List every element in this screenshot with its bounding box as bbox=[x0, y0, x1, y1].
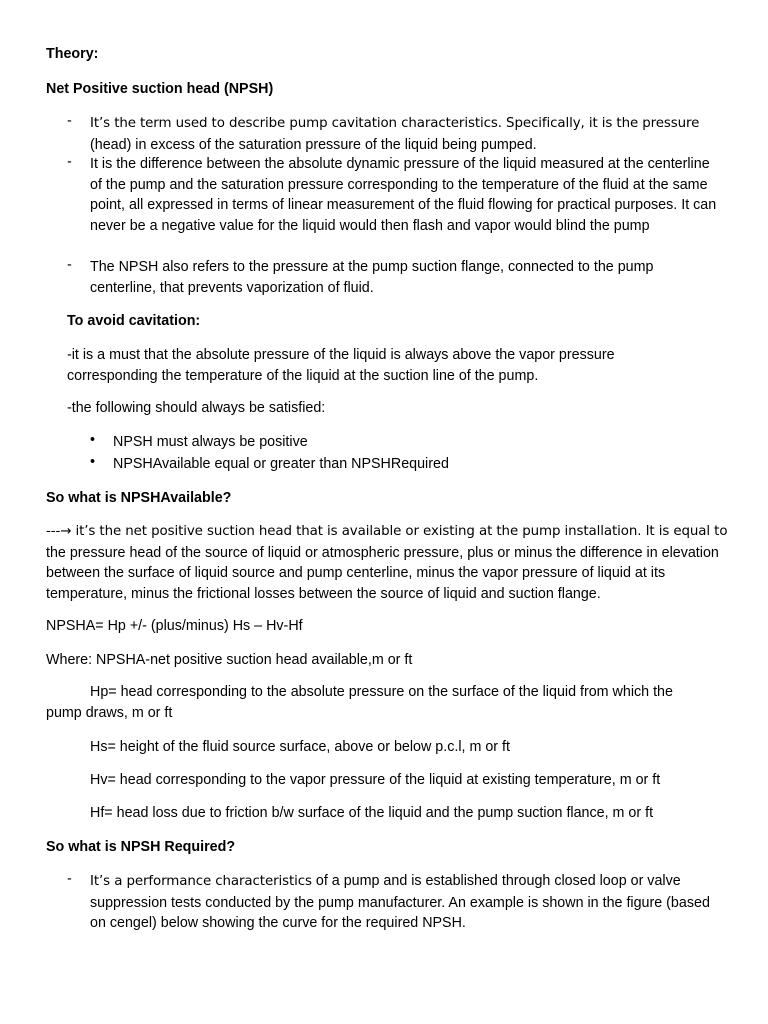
where-line: Where: NPSHA-net positive suction head available,m or ft bbox=[46, 652, 413, 668]
dash-marker bbox=[67, 257, 72, 273]
available-rest: the pressure head of the source of liquid or atmospheric pressure, plus or minus the difference in elevation between the surface of liquid source and pump centerline, minus the vapor pressure of liquid at its temperature, minus the frictional losses between the source of liquid and suction flange. bbox=[46, 544, 719, 602]
dash-marker bbox=[67, 113, 72, 129]
dash-marker bbox=[67, 871, 72, 887]
hp-rest: pump draws, m or ft bbox=[46, 704, 173, 721]
hv-definition: Hv= head corresponding to the vapor pressure of the liquid at existing temperature, m or ft bbox=[90, 772, 661, 788]
avoid-paragraph-2: -the following should always be satisfied: bbox=[67, 400, 326, 416]
npsh-item-2: It is the difference between the absolute dynamic pressure of the liquid measured at the centerline of the pump and the saturation pressure corresponding to the temperature of the fluid at the same point, all expressed in terms of linear measurement of the fluid flowing for practical purposes. It can never be a negative value for the liquid would then flash and vapor would blind the pump bbox=[90, 156, 717, 234]
bullet-marker bbox=[90, 432, 95, 448]
available-lead: ---→ it’s the net positive suction head that is available or existing at the pump installation. It is equal to bbox=[46, 524, 728, 539]
avoid-paragraph-1: -it is a must that the absolute pressure of the liquid is always above the vapor pressure corresponding the temperature of the liquid at the suction line of the pump. bbox=[67, 347, 615, 384]
avoid-heading: To avoid cavitation: bbox=[67, 313, 201, 329]
formula: NPSHA= Hp +/- (plus/minus) Hs – Hv-Hf bbox=[46, 618, 303, 634]
npsh-heading: Net Positive suction head (NPSH) bbox=[46, 81, 274, 97]
theory-heading: Theory: bbox=[46, 46, 99, 62]
hf-definition: Hf= head loss due to friction b/w surface of the liquid and the pump suction flance, m or ft bbox=[90, 805, 654, 821]
required-lead: It’s a performance characteristics bbox=[90, 874, 312, 889]
bullet-item-1: NPSH must always be positive bbox=[113, 434, 308, 450]
required-item bbox=[90, 871, 720, 934]
hp-line: Hp= head corresponding to the absolute pressure on the surface of the liquid from which the bbox=[90, 684, 673, 700]
hp-definition bbox=[46, 682, 736, 723]
required-rest: of a pump and is established through closed loop or valve suppression tests conducted by the pump manufacturer. An example is shown in the figure (based on cengel) below showing the curve for the required NPSH. bbox=[90, 873, 710, 932]
available-heading: So what is NPSHAvailable? bbox=[46, 490, 232, 506]
npsh-item-1 bbox=[90, 113, 740, 155]
dash-marker bbox=[67, 154, 72, 170]
available-paragraph bbox=[46, 521, 736, 604]
npsh-item-3: The NPSH also refers to the pressure at the pump suction flange, connected to the pump centerline, that prevents vaporization of fluid. bbox=[90, 259, 654, 296]
bullet-item-2: NPSHAvailable equal or greater than NPSHRequired bbox=[113, 456, 449, 472]
bullet-marker bbox=[90, 454, 95, 470]
required-heading: So what is NPSH Required? bbox=[46, 839, 236, 855]
npsh-item-1-lead: It’s the term used to describe pump cavitation characteristics. Specifically, it is the pressure bbox=[90, 116, 700, 131]
hs-definition: Hs= height of the fluid source surface, above or below p.c.l, m or ft bbox=[90, 739, 510, 755]
npsh-item-1-rest: (head) in excess of the saturation pressure of the liquid being pumped. bbox=[90, 136, 537, 153]
